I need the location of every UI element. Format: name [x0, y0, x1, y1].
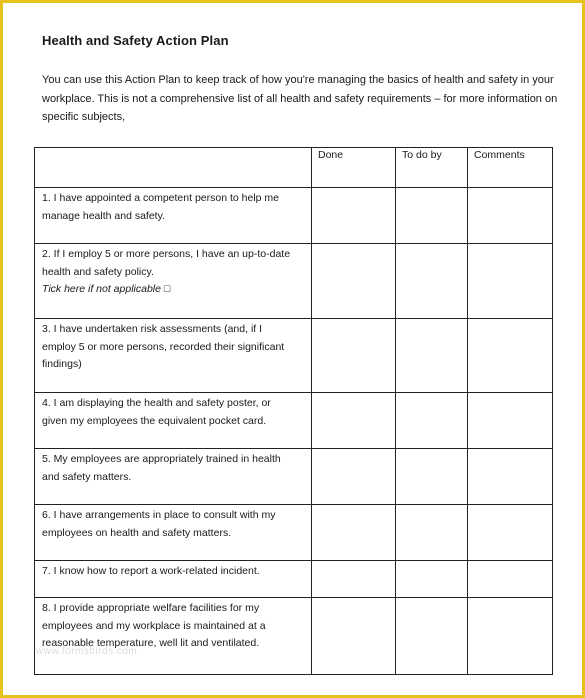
- item-cell: [35, 188, 312, 244]
- item-cell: [35, 561, 312, 598]
- intro-line: You can use this Action Plan to keep track of how you're managing the basics of health and safety in your: [42, 74, 554, 86]
- done-cell[interactable]: [312, 598, 396, 675]
- header-comments: Comments: [468, 148, 553, 188]
- table-row: [35, 598, 553, 675]
- item-line: 4. I am displaying the health and safety poster, or: [42, 397, 271, 409]
- item-cell: [35, 244, 312, 319]
- done-cell[interactable]: [312, 505, 396, 561]
- table-row: [35, 449, 553, 505]
- watermark: www.formsbirds.com: [36, 646, 138, 657]
- done-cell[interactable]: [312, 244, 396, 319]
- intro-line: specific subjects,: [42, 111, 126, 123]
- to-do-by-cell[interactable]: [396, 319, 468, 393]
- comments-cell[interactable]: [468, 598, 553, 675]
- to-do-by-cell[interactable]: [396, 598, 468, 675]
- to-do-by-cell[interactable]: [396, 505, 468, 561]
- item-line: reasonable temperature, well lit and ventilated.: [42, 637, 260, 649]
- item-line: 2. If I employ 5 or more persons, I have an up-to-date: [42, 248, 291, 260]
- header-to-do-by: To do by: [396, 148, 468, 188]
- header-done: Done: [312, 148, 396, 188]
- table-row: [35, 505, 553, 561]
- table-row: [35, 244, 553, 319]
- done-cell[interactable]: [312, 319, 396, 393]
- item-line: employees and my workplace is maintained at a: [42, 619, 266, 632]
- intro-line: workplace. This is not a comprehensive list of all health and safety requirements – for more information on: [42, 92, 558, 105]
- item-line: given my employees the equivalent pocket card.: [42, 414, 267, 427]
- to-do-by-cell[interactable]: [396, 449, 468, 505]
- item-line: employ 5 or more persons, recorded their significant: [42, 340, 285, 353]
- item-cell: [35, 598, 312, 675]
- item-cell: [35, 393, 312, 449]
- item-line: 7. I know how to report a work-related incident.: [42, 565, 260, 577]
- intro-paragraph: [42, 71, 558, 127]
- to-do-by-cell[interactable]: [396, 244, 468, 319]
- comments-cell[interactable]: [468, 505, 553, 561]
- item-line: 5. My employees are appropriately trained in health: [42, 453, 281, 465]
- done-cell[interactable]: [312, 449, 396, 505]
- item-line: 6. I have arrangements in place to consult with my: [42, 509, 276, 521]
- page-title: Health and Safety Action Plan: [42, 33, 229, 48]
- comments-cell[interactable]: [468, 319, 553, 393]
- not-applicable-note[interactable]: Tick here if not applicable □: [42, 283, 171, 295]
- item-line: health and safety policy.: [42, 265, 154, 278]
- done-cell[interactable]: [312, 561, 396, 598]
- to-do-by-cell[interactable]: [396, 561, 468, 598]
- table-row: [35, 319, 553, 393]
- action-plan-table: [34, 147, 553, 675]
- item-cell: [35, 449, 312, 505]
- table-row: [35, 393, 553, 449]
- comments-cell[interactable]: [468, 244, 553, 319]
- item-cell: [35, 319, 312, 393]
- item-line: 8. I provide appropriate welfare facilities for my: [42, 602, 260, 614]
- header-item: [35, 148, 312, 188]
- item-cell: [35, 505, 312, 561]
- done-cell[interactable]: [312, 188, 396, 244]
- comments-cell[interactable]: [468, 188, 553, 244]
- comments-cell[interactable]: [468, 393, 553, 449]
- comments-cell[interactable]: [468, 561, 553, 598]
- item-line: findings): [42, 358, 82, 370]
- table-row: [35, 561, 553, 598]
- item-line: employees on health and safety matters.: [42, 526, 232, 539]
- to-do-by-cell[interactable]: [396, 393, 468, 449]
- to-do-by-cell[interactable]: [396, 188, 468, 244]
- item-line: and safety matters.: [42, 470, 132, 483]
- done-cell[interactable]: [312, 393, 396, 449]
- comments-cell[interactable]: [468, 449, 553, 505]
- item-line: 3. I have undertaken risk assessments (and, if I: [42, 323, 263, 335]
- table-header-row: [35, 148, 553, 188]
- item-line: manage health and safety.: [42, 209, 165, 222]
- table-row: [35, 188, 553, 244]
- item-line: 1. I have appointed a competent person to help me: [42, 192, 279, 204]
